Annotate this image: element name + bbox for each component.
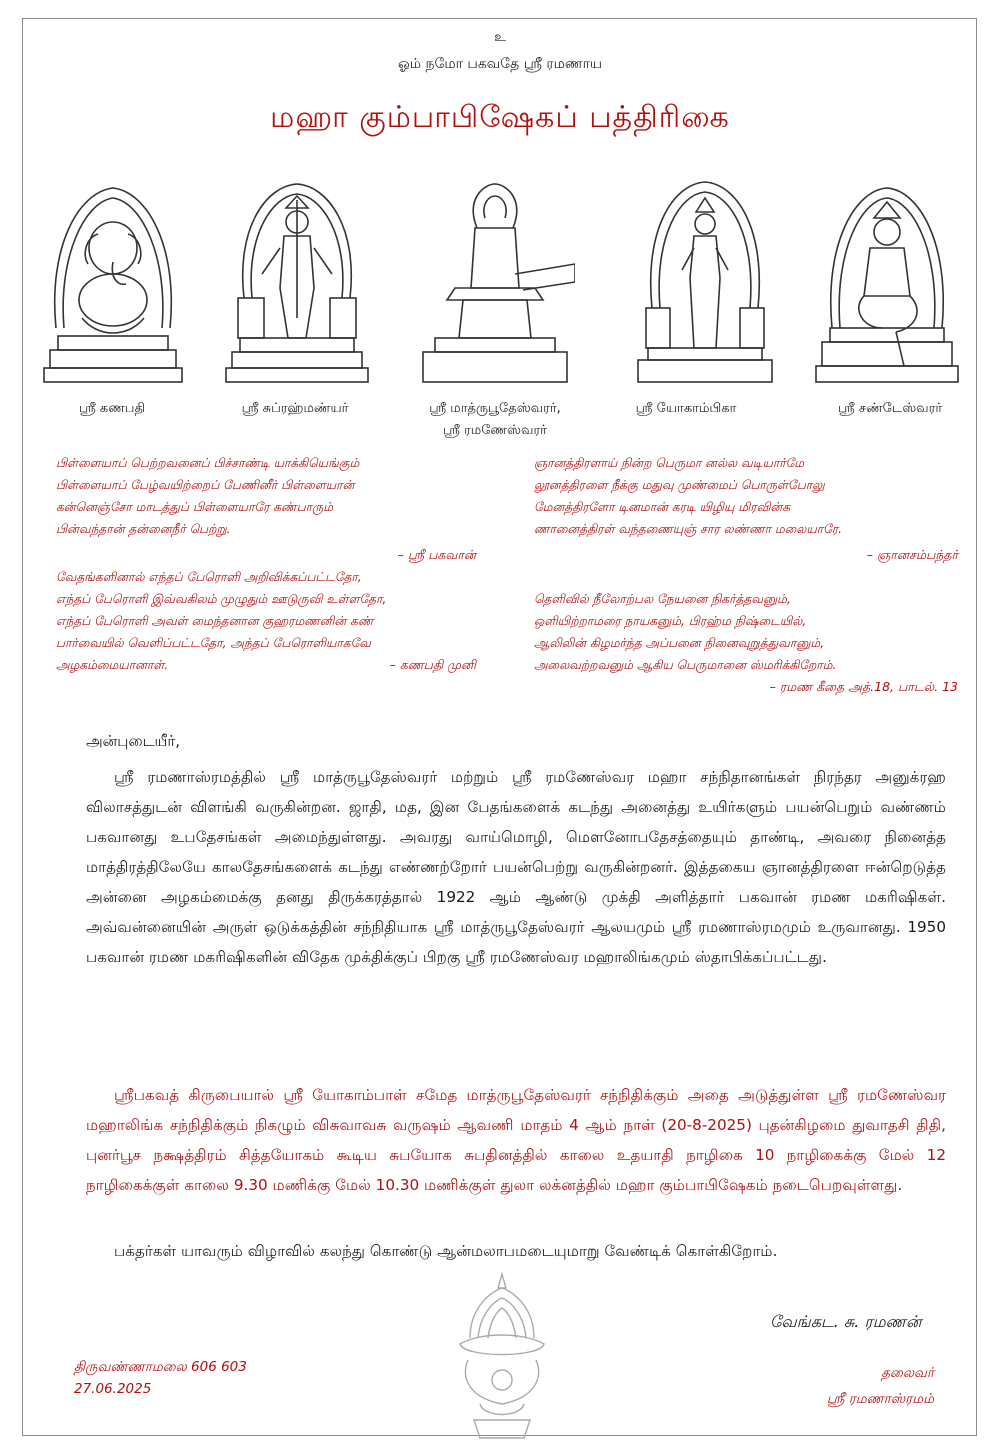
chandeeswara-drawing <box>812 178 962 388</box>
paragraph-2-text: ஸ்ரீபகவத் கிருபையால் ஸ்ரீ யோகாம்பாள் சமேத மாத்ருபூதேஸ்வரர் சந்நிதிக்கும் அதை அடுத்துள்ள ஸ்ரீ ரமணேஸ்வர மஹாலிங்க சந்நிதிக்கும் நிகழும் விசுவாவசு வருஷம் ஆவணி மாதம் 4 ஆம் நாள் (20-8-2025) புதன்கிழமை துவாதசி திதி, புனர்பூச நக்ஷத்திரம் சித்தயோகம் கூடிய சுபயோக சுபதினத்தில் காலை உதயாதி நாழிகை 10 நாழிகைக்கு மேல் 12 நாழிகைக்குள் காலை 9.30 மணிக்கு மேல் 10.30 மணிக்குள் துலா லக்னத்தில் மஹா கும்பாபிஷேகம் நடைபெறவுள்ளது. <box>86 1086 946 1194</box>
mathrubhuteswara-lingam-image <box>415 178 575 404</box>
quote-author: – ரமண கீதை அத்.18, பாடல். 13 <box>769 679 958 694</box>
quote-line: ணானைத்திரள் வந்தணையுஞ் சார லண்ணா மலையாரே. <box>534 522 842 536</box>
caption-mathrubhuteswara-line1: ஸ்ரீ மாத்ருபூதேஸ்வரர், <box>429 401 561 416</box>
quote-line: அலைவற்றவனும் ஆகிய பெருமானை ஸ்மரிக்கிறோம். <box>534 658 837 672</box>
quote-line: எந்தப் பேரொளி அவள் மைந்தனான குஹரமணனின் கண் <box>56 614 374 628</box>
quote-line: மேனத்திரளோ டினமான் கரடி யிழியு மிரவின்க <box>534 500 791 514</box>
subrahmanya-image <box>222 178 372 404</box>
quote-line: பார்வையில் வெளிப்பட்டதோ, அந்தப் பேரொளியாகவே <box>56 636 371 650</box>
invocation: ஓம் நமோ பகவதே ஸ்ரீ ரமணாய <box>398 56 602 72</box>
quote-line: வேதங்களினால் எந்தப் பேரொளி அறிவிக்கப்பட்டதோ, <box>56 570 362 584</box>
designation: தலைவர் <box>881 1365 934 1381</box>
lingam-drawing <box>415 178 575 388</box>
paragraph-3-text: பக்தர்கள் யாவரும் விழாவில் கலந்து கொண்டு ஆன்மலாபமடையுமாறு வேண்டிக் கொள்கிறோம். <box>114 1242 778 1260</box>
quote-line: அழகம்மையானாள். <box>56 658 169 672</box>
caption-yogambika: ஸ்ரீ யோகாம்பிகா <box>635 401 737 416</box>
quote-line: ஆலிலின் கிழமர்ந்த அப்பனை நினைவுறுத்துவானும், <box>534 636 825 650</box>
caption-ramaneswara-line2: ஸ்ரீ ரமணேஸ்வரர் <box>443 423 547 438</box>
quote-line: ஒளியிற்றாமரை நாயகனும், பிரஹ்ம நிஷ்டையில், <box>534 614 807 628</box>
letter-paragraph-2 <box>86 1080 946 1200</box>
page-title: மஹா கும்பாபிஷேகப் பத்திரிகை <box>270 100 730 135</box>
caption-ganapathi: ஸ்ரீ கணபதி <box>78 401 146 416</box>
quote-line: பிள்ளையாப் பேழ்வயிற்றைப் பேணினீர் பிள்ளையான் <box>56 478 355 492</box>
signatory-block <box>827 1360 934 1412</box>
quote-line: லூனத்திரளை நீக்கு மதுவு முண்மைப் பொருள்போலு <box>534 478 825 492</box>
yogambika-image <box>630 178 780 404</box>
caption-chandeeswara: ஸ்ரீ சண்டேஸ்வரர் <box>837 401 943 416</box>
quote-ganapathi-muni <box>56 566 476 676</box>
kalasam-emblem-icon <box>440 1268 564 1448</box>
organization: ஸ்ரீ ரமணாஸ்ரமம் <box>826 1391 934 1407</box>
quote-jnanasambandhar <box>534 452 958 566</box>
yogambika-drawing <box>630 178 780 388</box>
chandeeswara-image <box>812 178 962 404</box>
ganapathi-drawing <box>38 178 188 388</box>
letter-paragraph-3 <box>86 1236 946 1266</box>
ganapathi-image <box>38 178 188 404</box>
ashram-emblem <box>440 1268 564 1448</box>
quote-line: கன்னெஞ்சோ மாடத்துப் பிள்ளையாரே கண்பாரும் <box>56 500 334 514</box>
subrahmanya-drawing <box>222 178 372 388</box>
paragraph-1-text: ஸ்ரீ ரமணாஸ்ரமத்தில் ஸ்ரீ மாத்ருபூதேஸ்வரர் மற்றும் ஸ்ரீ ரமணேஸ்வர மஹா சந்நிதானங்கள் நிரந்தர அனுக்ரஹ விலாசத்துடன் விளங்கி வருகின்றன. ஜாதி, மத, இன பேதங்களைக் கடந்து அனைத்து உயிர்களும் பயன்பெறும் வண்ணம் பகவானது உபதேசங்கள் அமைந்துள்ளது. அவரது வாய்மொழி, மௌனோபதேசத்தையும் தாண்டி, அவரை நினைத்த மாத்திரத்திலேயே காலதேசங்களைக் கடந்து எண்ணற்றோர் பயன்பெற்று வருகின்றனர். இத்தகைய ஞானத்திரளை ஈன்றெடுத்த அன்னை அழகம்மைக்கு தனது திருக்கரத்தால் 1922 ஆம் ஆண்டு முக்தி அளித்தார் பகவான் ரமண மகரிஷிகள். அவ்வன்னையின் அருள் ஒடுக்கத்தின் சந்நிதியாக ஸ்ரீ மாத்ருபூதேஸ்வரர் ஆலயமும் ஸ்ரீ ரமணாஸ்ரமமும் உருவானது. 1950 பகவான் ரமண மகரிஷிகளின் விதேக முக்திக்குப் பிறகு ஸ்ரீ ரமணேஸ்வர மஹாலிங்கமும் ஸ்தாபிக்கப்பட்டது. <box>86 768 946 966</box>
quote-author: – கணபதி முனி <box>389 657 476 672</box>
quote-line: தெளிவில் நீலோற்பல நேயனை நிகர்த்தவனும், <box>534 592 791 606</box>
quote-line: பின்வந்தான் தன்னைநீர் பெற்று. <box>56 522 231 536</box>
salutation: அன்புடையீர், <box>86 732 180 750</box>
quote-bhagavan <box>56 452 476 566</box>
letter-paragraph-1 <box>86 762 946 972</box>
quote-line: எந்தப் பேரொளி இவ்வகிலம் முழுதும் ஊடுருவி உள்ளதோ, <box>56 592 387 606</box>
caption-mathrubhuteswara <box>395 398 595 442</box>
quote-author: – ஸ்ரீ பகவான் <box>397 547 476 562</box>
date: 27.06.2025 <box>74 1381 152 1397</box>
place-and-date <box>74 1356 247 1400</box>
quote-author: – ஞானசம்பந்தர் <box>866 547 958 562</box>
signature: வேங்கட. சு. ரமணன் <box>770 1312 922 1331</box>
pillaiyar-suzhi: உ <box>494 30 506 45</box>
caption-subrahmanya: ஸ்ரீ சுப்ரஹ்மண்யர் <box>241 401 349 416</box>
place: திருவண்ணாமலை 606 603 <box>74 1359 247 1375</box>
quote-line: ஞானத்திரளாய் நின்ற பெருமா னல்ல வடியார்மே <box>534 456 805 470</box>
quote-line: பிள்ளையாப் பெற்றவனைப் பிச்சாண்டி யாக்கியெங்கும் <box>56 456 360 470</box>
quote-ramana-gita <box>534 588 958 698</box>
